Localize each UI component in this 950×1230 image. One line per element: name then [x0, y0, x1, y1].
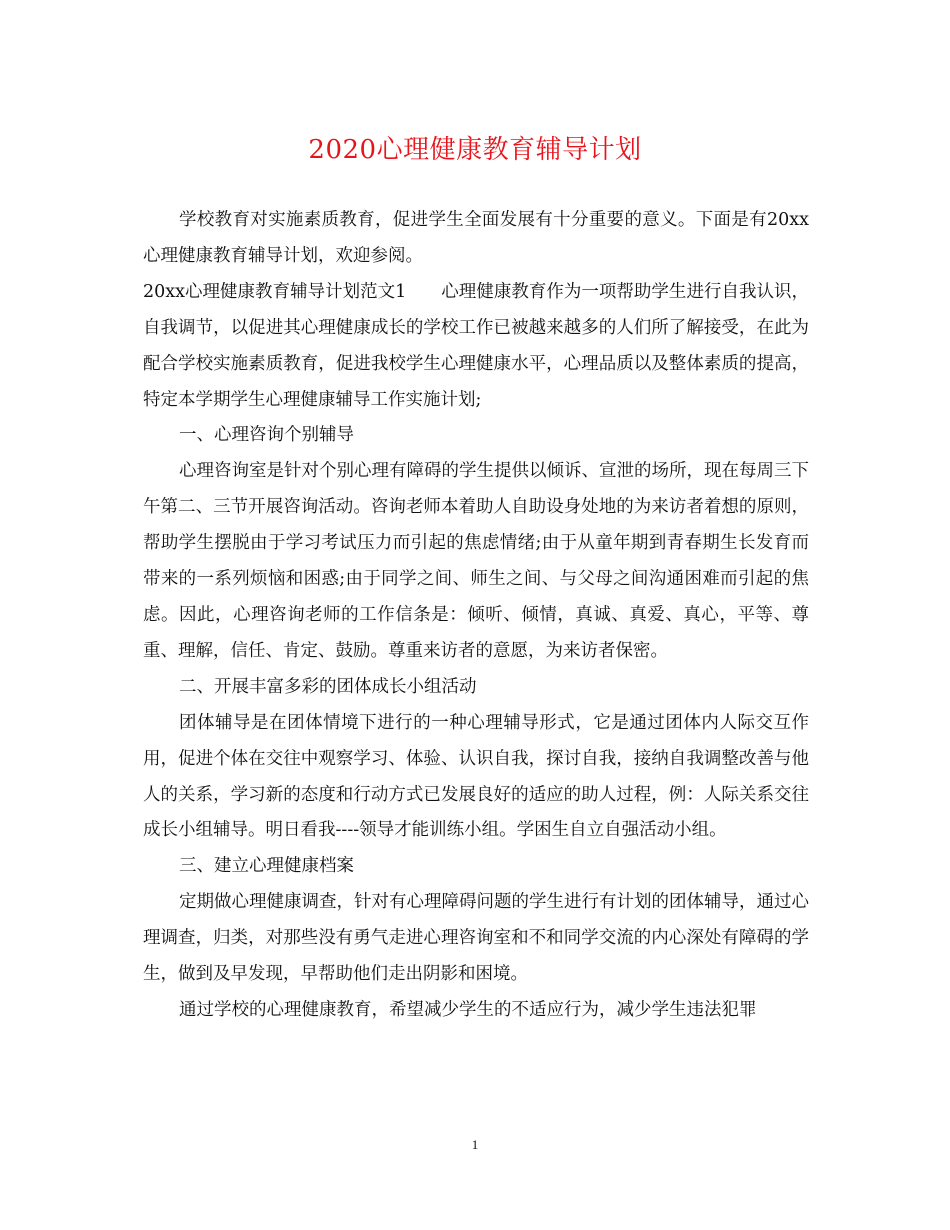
section-1-paragraph: 心理咨询室是针对个别心理有障碍的学生提供以倾诉、宣泄的场所，现在每周三下午第二、三节开展咨询活动。咨询老师本着助人自助设身处地的为来访者着想的原则，帮助学生摆脱由于学习考试压力而引起的焦虑情绪;由于从童年期到青春期生长发育而带来的一系列烦恼和困惑;由于同学之间、师生之间、与父母之间沟通困难而引起的焦虑。因此，心理咨询老师的工作信条是：倾听、倾情，真诚、真爱、真心，平等、尊重、理解，信任、肯定、鼓励。尊重来访者的意愿，为来访者保密。	[143, 461, 809, 661]
document-body	[143, 203, 809, 1029]
section-heading-2: 二、开展丰富多彩的团体成长小组活动	[179, 676, 477, 697]
section-heading-1: 一、心理咨询个别辅导	[179, 425, 354, 446]
section-3-paragraph: 定期做心理健康调查，针对有心理障碍问题的学生进行有计划的团体辅导，通过心理调查，归类，对那些没有勇气走进心理咨询室和不和同学交流的内心深处有障碍的学生，做到及早发现，早帮助他们走出阴影和困境。	[143, 892, 809, 985]
section-heading-3: 三、建立心理健康档案	[179, 856, 354, 877]
plan-intro-paragraph: 20xx心理健康教育辅导计划范文1 心理健康教育作为一项帮助学生进行自我认识，自我调节，以促进其心理健康成长的学校工作已被越来越多的人们所了解接受，在此为配合学校实施素质教育，促进我校学生心理健康水平，心理品质以及整体素质的提高，特定本学期学生心理健康辅导工作实施计划;	[143, 281, 809, 410]
page-title: 2020心理健康教育辅导计划	[308, 135, 642, 165]
section-2-paragraph: 团体辅导是在团体情境下进行的一种心理辅导形式，它是通过团体内人际交互作用，促进个体在交往中观察学习、体验、认识自我，探讨自我，接纳自我调整改善与他人的关系，学习新的态度和行动方式已发展良好的适应的助人过程，例：人际关系交往成长小组辅导。明日看我----领导才能训练小组。学困生自立自强活动小组。	[143, 712, 809, 841]
closing-paragraph: 通过学校的心理健康教育，希望减少学生的不适应行为，减少学生违法犯罪	[179, 999, 757, 1020]
page-number: 1	[471, 1137, 479, 1152]
intro-paragraph: 学校教育对实施素质教育，促进学生全面发展有十分重要的意义。下面是有20xx心理健康教育辅导计划，欢迎参阅。	[143, 210, 809, 266]
